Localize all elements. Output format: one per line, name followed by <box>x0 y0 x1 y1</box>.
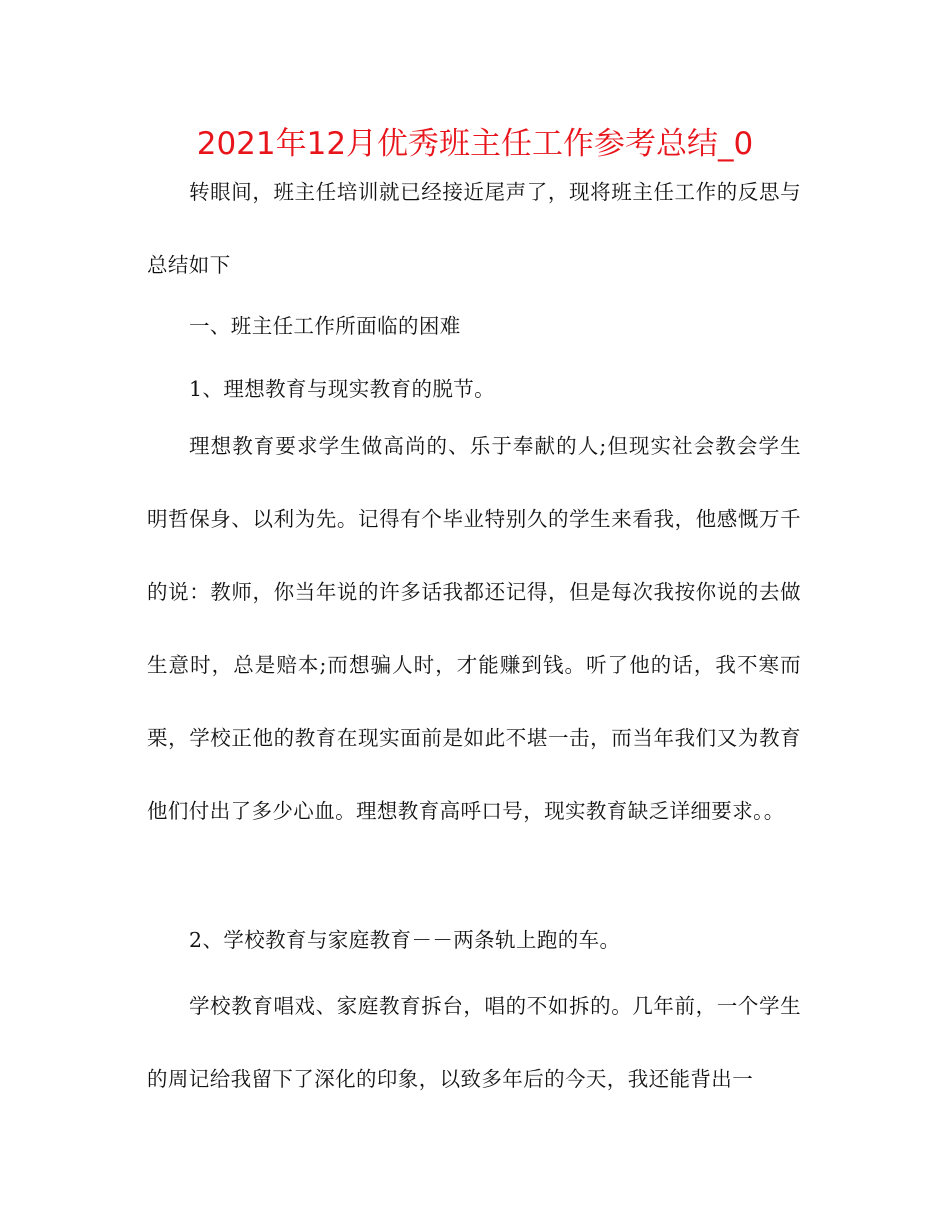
paragraph-school-education: 学校教育唱戏、家庭教育拆台，唱的不如拆的。几年前，一个学生的周记给我留下了深化的印象，以致多年后的今天，我还能背出一 <box>147 994 801 1091</box>
section-heading-difficulties: 一、班主任工作所面临的困难 <box>189 314 461 338</box>
subheading-ideal-vs-reality: 1、理想教育与现实教育的脱节。 <box>189 377 496 401</box>
paragraph-ideal-education: 理想教育要求学生做高尚的、乐于奉献的人;但现实社会教会学生明哲保身、以利为先。记得有个毕业特别久的学生来看我，他感慨万千的说：教师，你当年说的许多话我都还记得，但是每次我按你说的去做生意时，总是赔本;而想骗人时，才能赚到钱。听了他的话，我不寒而栗，学校正他的教育在现实面前是如此不堪一击，而当年我们又为教育他们付出了多少心血。理想教育高呼口号，现实教育缺乏详细要求。。 <box>147 434 801 823</box>
document-title: 2021年12月优秀班主任工作参考总结_0 <box>196 126 754 162</box>
paragraph-intro: 转眼间，班主任培训就已经接近尾声了，现将班主任工作的反思与总结如下 <box>147 180 801 277</box>
subheading-school-vs-family: 2、学校教育与家庭教育－－两条轨上跑的车。 <box>189 928 621 952</box>
